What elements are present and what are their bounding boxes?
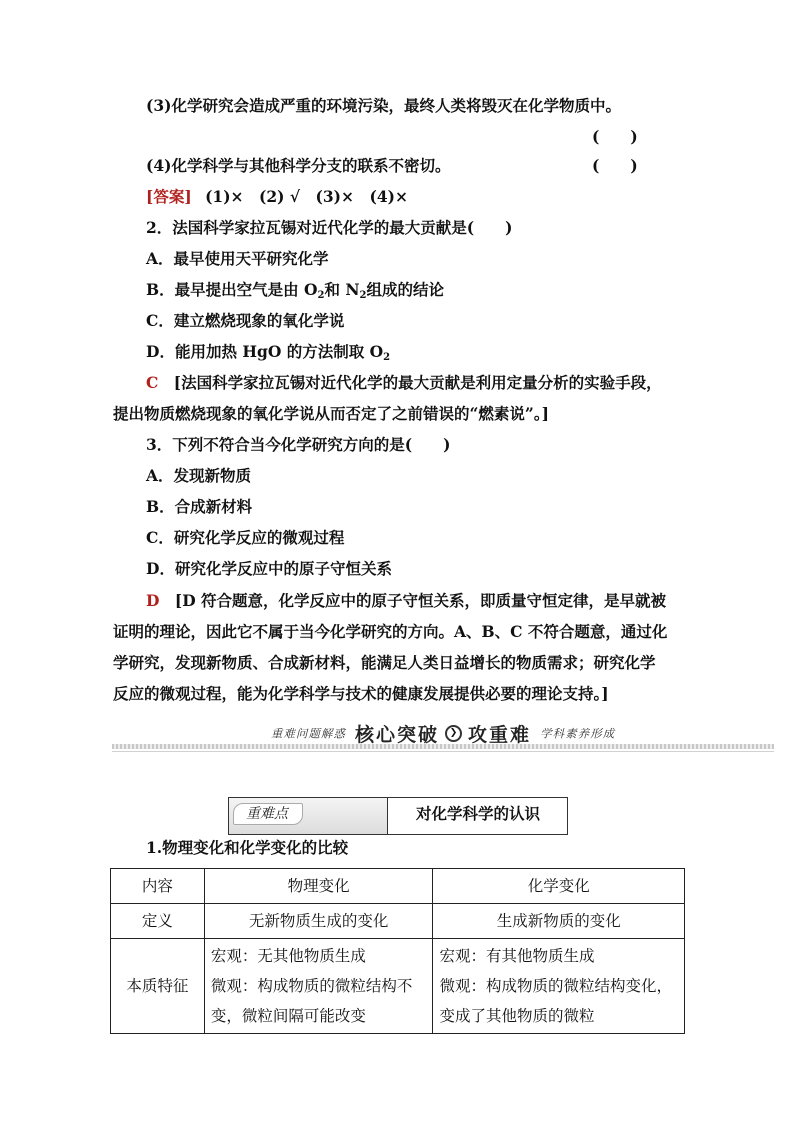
q2-option-b: B．最早提出空气是由 $O_2$和 $N_2$组成的结论 (146, 280, 445, 301)
table-header-content: 内容 (111, 869, 205, 904)
keypoint-tag: 重难点 (233, 803, 303, 825)
banner-title-part1: 核心突破 (354, 724, 439, 746)
section-banner (112, 720, 774, 752)
banner-rule-thin (112, 751, 774, 752)
q3-option-a: A．发现新物质 (146, 466, 252, 485)
answer-paren-3: ( ) (592, 127, 638, 146)
table-cell: 无新物质生成的变化 (204, 904, 433, 939)
banner-title-part2: 攻重难 (468, 724, 532, 746)
q2-option-a: A．最早使用天平研究化学 (146, 249, 329, 268)
answer-label: [答案] (146, 187, 192, 206)
answer-paren-4: ( ) (592, 156, 638, 175)
keypoint-box (228, 797, 568, 835)
answer-text: (1)× (2) √ (3)× (4)× (205, 187, 408, 206)
table-header-physical: 物理变化 (204, 869, 433, 904)
q3-option-b: B．合成新材料 (146, 497, 253, 516)
q3-answer-line4: 反应的微观过程，能为化学科学与技术的健康发展提供必要的理论支持。] (113, 684, 609, 703)
banner-text (112, 720, 774, 747)
table-cell: 本质特征 (111, 939, 205, 1034)
q2-answer-line2: 提出物质燃烧现象的氧化学说从而否定了之前错误的“燃素说”。] (113, 404, 549, 423)
q2-option-c: C．建立燃烧现象的氧化学说 (146, 311, 345, 330)
table-row (111, 939, 685, 1034)
q3-answer-line3: 学研究，发现新物质、合成新材料，能满足人类日益增长的物质需求；研究化学 (113, 653, 656, 672)
chevron-right-icon: ❯ (445, 725, 462, 742)
table-header-chemical: 化学变化 (433, 869, 685, 904)
question-item-4: (4)化学科学与其他科学分支的联系不密切。 (146, 156, 451, 175)
q2-answer-letter: C (146, 373, 159, 392)
q2-answer-line1: C [法国科学家拉瓦锡对近代化学的最大贡献是利用定量分析的实验手段， (146, 373, 662, 392)
table-cell: 宏观：无其他物质生成 微观：构成物质的微粒结构不 变，微粒间隔可能改变 (204, 939, 433, 1034)
table-row (111, 869, 685, 904)
keypoint-tag-area (229, 798, 388, 834)
comparison-table (110, 868, 685, 1034)
q3-answer-line2: 证明的理论，因此它不属于当今化学研究的方向。A、B、C 不符合题意，通过化 (113, 622, 668, 641)
banner-left-caption: 重难问题解惑 (270, 726, 346, 741)
q2-option-d: D．能用加热 HgO 的方法制取 $O_2$ (146, 342, 391, 363)
table-cell: 定义 (111, 904, 205, 939)
q2-stem: 2．法国科学家拉瓦锡对近代化学的最大贡献是( ) (146, 218, 513, 237)
q3-option-d: D．研究化学反应中的原子守恒关系 (146, 559, 392, 578)
answer-line (146, 187, 408, 207)
section-title: 1.物理变化和化学变化的比较 (146, 838, 349, 857)
table-row (111, 904, 685, 939)
q3-option-c: C．研究化学反应的微观过程 (146, 528, 345, 547)
banner-right-caption: 学科素养形成 (540, 726, 616, 741)
table-cell: 生成新物质的变化 (433, 904, 685, 939)
keypoint-title: 对化学科学的认识 (415, 804, 540, 823)
q3-stem: 3．下列不符合当今化学研究方向的是( ) (146, 435, 451, 454)
q3-answer-letter: D (146, 591, 160, 610)
question-item-3: (3)化学研究会造成严重的环境污染，最终人类将毁灭在化学物质中。 (146, 96, 621, 115)
q3-answer-line1: D [D 符合题意，化学反应中的原子守恒关系，即质量守恒定律，是早就被 (146, 591, 667, 610)
table-cell: 宏观：有其他物质生成 微观：构成物质的微粒结构变化， 变成了其他物质的微粒 (433, 939, 685, 1034)
